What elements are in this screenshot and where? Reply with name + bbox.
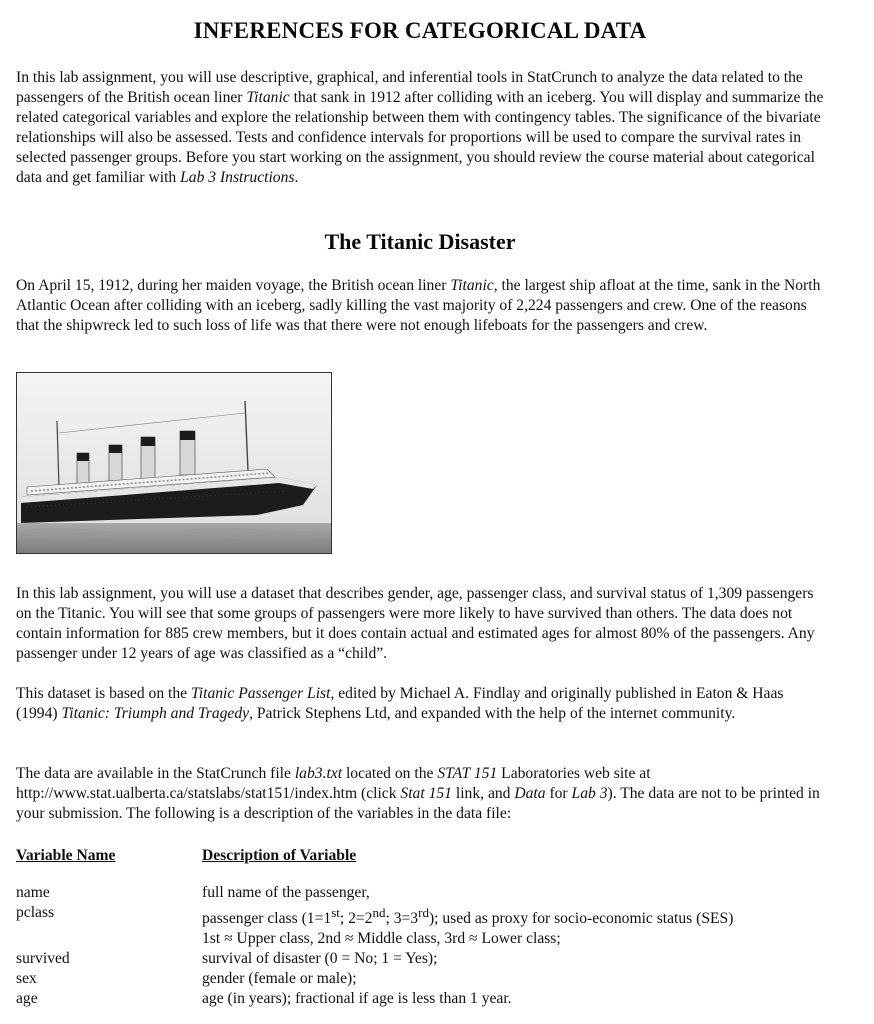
table-row xyxy=(16,883,836,903)
data-text-4: link, and xyxy=(451,785,515,802)
intro-text-1: In this lab assignment, you will use descriptive, graphical, and inferential tools in StatCrunch to analyze the data related to the passengers of the British ocean liner xyxy=(16,69,803,106)
var-name: age xyxy=(16,990,38,1008)
header-variable-name: Variable Name xyxy=(16,847,116,864)
disaster-text-2: , the largest ship afloat at the time, sank in the North Atlantic Ocean after colliding with an iceberg, sadly killing the vast majority of 2,224 passengers and crew. One of the reasons that the shipwreck led to such loss of life was that there were not enough lifeboats for the passengers and crew. xyxy=(16,277,821,334)
data-text-3: Laboratories web site at http://www.stat.ualberta.ca/statslabs/stat151/index.htm (click xyxy=(16,765,651,802)
variables-table xyxy=(16,846,836,1009)
data-file-name: lab3.txt xyxy=(294,765,343,782)
source-text-2: , edited by Michael A. Findlay and originally published in Eaton & Haas (1994) xyxy=(16,685,784,722)
source-book-title: Titanic Passenger List xyxy=(190,685,331,702)
data-lab-name: Lab 3 xyxy=(571,785,608,802)
var-description: gender (female or male); xyxy=(202,970,357,988)
data-availability-paragraph xyxy=(16,764,828,824)
disaster-text-1: On April 15, 1912, during her maiden voyage, the British ocean liner xyxy=(16,277,451,294)
data-text-2: located on the xyxy=(342,765,438,782)
intro-paragraph xyxy=(16,68,828,188)
data-data-word: Data xyxy=(514,785,546,802)
data-text-6: ). The data are not to be printed in your submission. The following is a description of the variables in the data file: xyxy=(16,785,820,822)
disaster-paragraph xyxy=(16,276,828,336)
section-title: The Titanic Disaster xyxy=(324,229,516,254)
source-text-3: , Patrick Stephens Ltd, and expanded with the help of the internet community. xyxy=(249,705,736,722)
data-text-1: The data are available in the StatCrunch file xyxy=(16,765,295,782)
intro-lab-instructions: Lab 3 Instructions xyxy=(180,169,295,186)
data-text-5: for xyxy=(545,785,572,802)
intro-text-3: . xyxy=(294,169,299,186)
table-row xyxy=(16,989,836,1009)
pclass-class-mapping: 1st ≈ Upper class, 2nd ≈ Middle class, 3rd ≈ Lower class; xyxy=(202,930,561,948)
dataset-paragraph: In this lab assignment, you will use a dataset that describes gender, age, passenger class, and survival status of 1,309 passengers on the Titanic. You will see that some groups of passengers were more likely to have survived than others. The data does not contain information for 885 crew members, but it does contain actual and estimated ages for almost 80% of the passengers. Any passenger under 12 years of age was classified as a “child”. xyxy=(16,585,815,662)
var-description: age (in years); fractional if age is less than 1 year. xyxy=(202,990,512,1008)
var-description: full name of the passenger, xyxy=(202,884,370,901)
source-text-1: This dataset is based on the xyxy=(16,685,191,702)
intro-ship-name: Titanic xyxy=(246,89,290,106)
source-paragraph xyxy=(16,684,828,724)
var-description: passenger class (1=1st; 2=2nd; 3=3rd); used as proxy for socio-economic status (SES) 1st ≈ Upper class, 2nd ≈ Middle class, 3rd ≈ Lower class; xyxy=(202,905,734,948)
data-course-name: STAT 151 xyxy=(437,765,498,782)
var-name: pclass xyxy=(16,904,55,921)
table-row xyxy=(16,949,836,969)
data-link-name: Stat 151 xyxy=(400,785,452,802)
table-row xyxy=(16,969,836,989)
var-name: name xyxy=(16,884,50,901)
intro-text-2: that sank in 1912 after colliding with an iceberg. You will display and summarize the related categorical variables and explore the relationship between them with contingency tables. The significance of the bivariate relationships will also be assessed. Tests and confidence intervals for proportions will be used to compare the survival rates in selected passenger groups. Before you start working on the assignment, you should review the course material about categorical data and get familiar with xyxy=(16,89,824,186)
var-description: survival of disaster (0 = No; 1 = Yes); xyxy=(202,950,438,968)
table-row xyxy=(16,903,836,949)
source-book-subtitle: Titanic: Triumph and Tragedy xyxy=(61,705,250,722)
titanic-photo xyxy=(16,372,332,554)
disaster-ship-name: Titanic xyxy=(450,277,494,294)
var-name: sex xyxy=(16,970,37,988)
page-title: INFERENCES FOR CATEGORICAL DATA xyxy=(193,18,647,43)
var-name: survived xyxy=(16,950,70,968)
header-description: Description of Variable xyxy=(202,847,357,864)
table-header-row xyxy=(16,846,836,883)
